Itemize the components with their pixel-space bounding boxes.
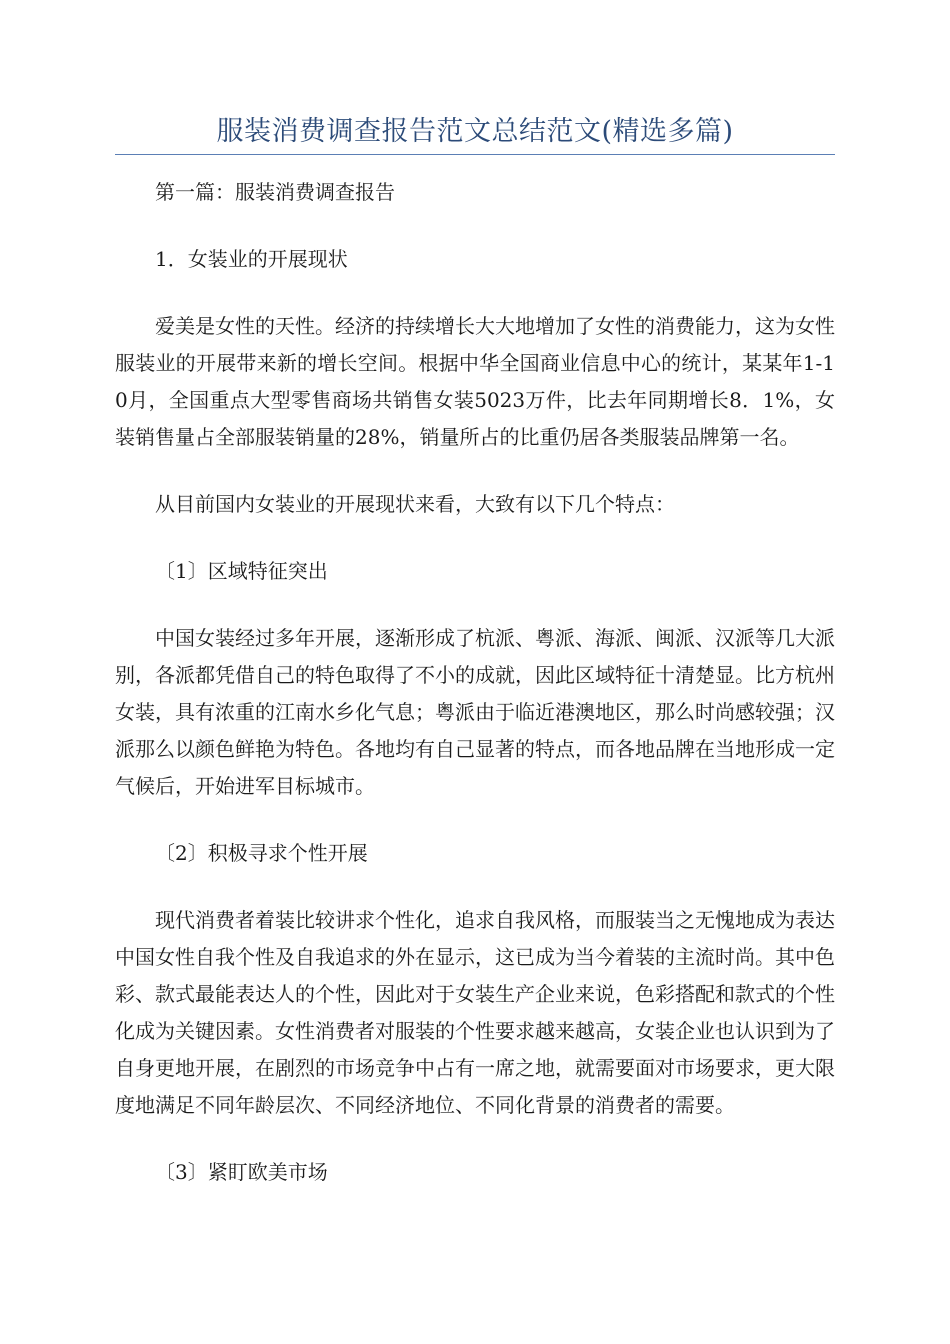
body-paragraph: 从目前国内女装业的开展现状来看，大致有以下几个特点： (155, 492, 675, 516)
section-heading: 第一篇：服装消费调查报告 (155, 180, 395, 204)
list-heading: 〔1〕区域特征突出 (155, 559, 328, 583)
body-paragraph: 中国女装经过多年开展，逐渐形成了杭派、粤派、海派、闽派、汉派等几大派别，各派都凭借自己的特色取得了不小的成就，因此区域特征十清楚显。比方杭州女装，具有浓重的江南水乡化气息；粤派由于临近港澳地区，那么时尚感较强；汉派那么以颜色鲜艳为特色。各地均有自己显著的特点，而各地品牌在当地形成一定气候后，开始进军目标城市。 (115, 626, 835, 798)
document-title: 服装消费调查报告范文总结范文(精选多篇) (216, 116, 734, 147)
subsection-heading: 1．女装业的开展现状 (155, 247, 348, 271)
body-paragraph: 爱美是女性的天性。经济的持续增长大大地增加了女性的消费能力，这为女性服装业的开展带来新的增长空间。根据中华全国商业信息中心的统计，某某年1-10月，全国重点大型零售商场共销售女装5023万件，比去年同期增长8．1%，女装销售量占全部服装销量的28%，销量所占的比重仍居各类服装品牌第一名。 (115, 314, 835, 449)
document-body (115, 174, 835, 1221)
list-heading: 〔3〕紧盯欧美市场 (155, 1160, 328, 1184)
body-paragraph: 现代消费者着装比较讲求个性化，追求自我风格，而服装当之无愧地成为表达中国女性自我个性及自我追求的外在显示，这已成为当今着装的主流时尚。其中色彩、款式最能表达人的个性，因此对于女装生产企业来说，色彩搭配和款式的个性化成为关键因素。女性消费者对服装的个性要求越来越高，女装企业也认识到为了自身更地开展，在剧烈的市场竞争中占有一席之地，就需要面对市场要求，更大限度地满足不同年龄层次、不同经济地位、不同化背景的消费者的需要。 (115, 908, 835, 1117)
list-heading: 〔2〕积极寻求个性开展 (155, 841, 368, 865)
title-underline (115, 154, 835, 155)
